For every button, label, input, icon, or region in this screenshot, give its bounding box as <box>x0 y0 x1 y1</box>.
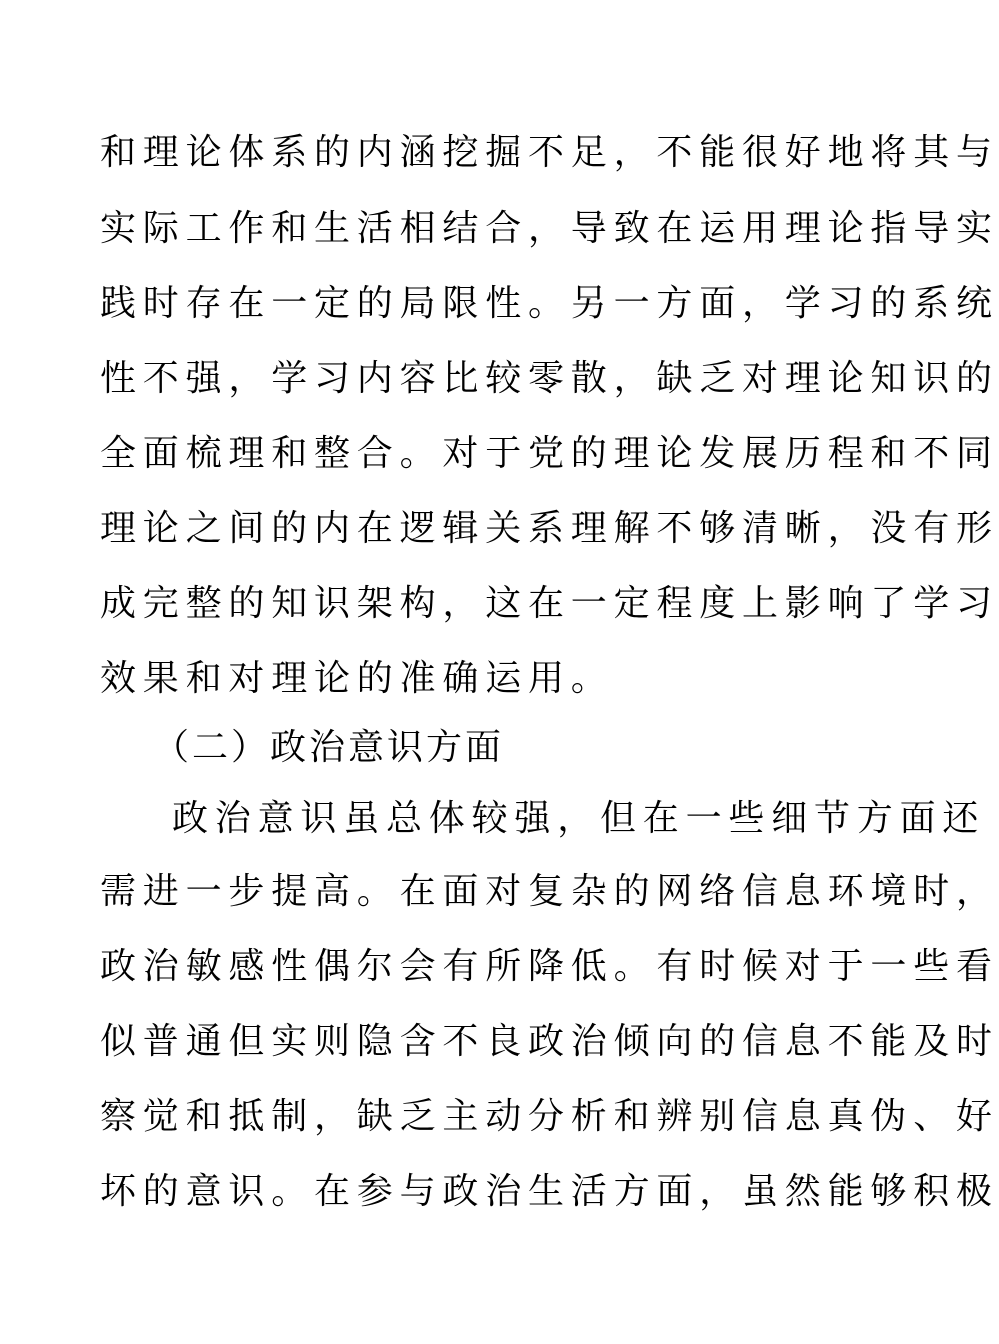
paragraph-line: 坏的意识。在参与政治生活方面，虽然能够积极 <box>100 1171 999 1212</box>
paragraph-line: 效果和对理论的准确运用。 <box>100 658 614 699</box>
paragraph-line: 政治敏感性偶尔会有所降低。有时候对于一些看 <box>100 946 999 987</box>
paragraph-line: 性不强，学习内容比较零散，缺乏对理论知识的 <box>100 358 999 399</box>
paragraph-line: 察觉和抵制，缺乏主动分析和辨别信息真伪、好 <box>100 1096 999 1137</box>
paragraph-line: 成完整的知识架构，这在一定程度上影响了学习 <box>100 583 999 624</box>
paragraph-line: 践时存在一定的局限性。另一方面，学习的系统 <box>100 283 999 324</box>
paragraph-line: 实际工作和生活相结合，导致在运用理论指导实 <box>100 208 999 249</box>
paragraph-line: 需进一步提高。在面对复杂的网络信息环境时， <box>100 871 999 912</box>
paragraph-line: 和理论体系的内涵挖掘不足，不能很好地将其与 <box>100 132 999 173</box>
paragraph-line: 理论之间的内在逻辑关系理解不够清晰，没有形 <box>100 508 999 549</box>
paragraph-line: 政治意识虽总体较强，但在一些细节方面还 <box>172 798 986 839</box>
section-heading: （二）政治意识方面 <box>153 727 505 768</box>
paragraph-line: 全面梳理和整合。对于党的理论发展历程和不同 <box>100 433 999 474</box>
paragraph-line: 似普通但实则隐含不良政治倾向的信息不能及时 <box>100 1021 999 1062</box>
